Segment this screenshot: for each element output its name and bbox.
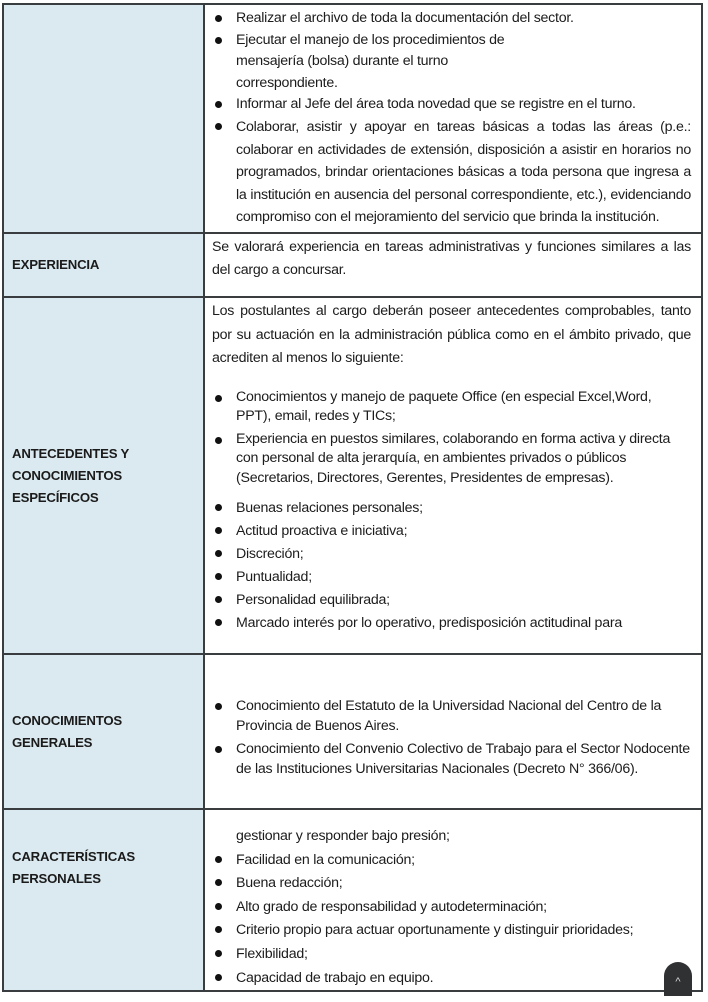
list-item: Discreción; bbox=[212, 543, 691, 566]
list-item: Flexibilidad; bbox=[212, 943, 691, 967]
list-item: Ejecutar el manejo de los procedimientos de mensajería (bolsa) durante el turno correspondiente. bbox=[212, 30, 691, 95]
bullet-icon bbox=[215, 974, 222, 981]
row-label-caracteristicas-personales: CARACTERÍSTICAS PERSONALES bbox=[3, 809, 204, 991]
list-item: Personalidad equilibrada; bbox=[212, 589, 691, 612]
bullet-icon bbox=[215, 550, 222, 557]
bullet-icon bbox=[215, 573, 222, 580]
table-row-antecedentes bbox=[3, 297, 702, 654]
row-label-experiencia: EXPERIENCIA bbox=[3, 233, 204, 297]
row-label-empty bbox=[3, 4, 204, 233]
list-item: Conocimiento del Convenio Colectivo de Trabajo para el Sector Nodocente de las Instituciones Universitarias Nacionales (Decreto N° 366/06). bbox=[212, 739, 691, 780]
bullet-icon bbox=[215, 101, 222, 108]
bullet-icon bbox=[215, 123, 222, 130]
list-item: Facilidad en la comunicación; bbox=[212, 849, 691, 873]
list-item: Conocimiento del Estatuto de la Universidad Nacional del Centro de la Provincia de Buenos Aires. bbox=[212, 696, 691, 737]
bullet-icon bbox=[215, 903, 222, 910]
experiencia-content: Se valorará experiencia en tareas administrativas y funciones similares a las del cargo a concursar. bbox=[204, 233, 702, 297]
list-item: Alto grado de responsabilidad y autodeterminación; bbox=[212, 896, 691, 920]
list-item: Buenas relaciones personales; bbox=[212, 497, 691, 520]
bullet-icon bbox=[215, 527, 222, 534]
list-item: Marcado interés por lo operativo, predisposición actitudinal para bbox=[212, 612, 691, 635]
antecedentes-list-b bbox=[212, 497, 691, 635]
bullet-icon bbox=[215, 37, 222, 44]
functions-content bbox=[204, 4, 702, 233]
antecedentes-content: Los postulantes al cargo deberán poseer antecedentes comprobables, tanto por su actuación en la administración pública como en el ámbito privado, que acrediten al menos lo siguiente: Conocimientos y manejo de paquete Office (en especial Excel,Word, PPT), email, redes y TICs; Experiencia en puestos similares, colaborando en forma activa y directa con personal de alta jerarquía, en ambientes privados o públicos (Secretarios, Directores, Gerentes, Presidentes de empresas). Buenas relaciones personales; Actitud proactiva e iniciativa; Discreción; Puntualidad; Personalidad equilibrada; Marcado interés por lo operativo, predisposición actitudinal para bbox=[204, 297, 702, 654]
scroll-up-button[interactable] bbox=[664, 962, 692, 996]
row-label-conocimientos-generales: CONOCIMIENTOS GENERALES bbox=[3, 654, 204, 809]
bullet-icon bbox=[215, 879, 222, 886]
bullet-icon bbox=[215, 619, 222, 626]
list-item: Criterio propio para actuar oportunamente y distinguir prioridades; bbox=[212, 919, 691, 943]
bullet-icon bbox=[215, 437, 222, 444]
table-row-functions bbox=[3, 4, 702, 233]
bullet-icon bbox=[215, 504, 222, 511]
list-item: Buena redacción; bbox=[212, 872, 691, 896]
caracteristicas-personales-list bbox=[212, 849, 691, 991]
bullet-icon bbox=[215, 926, 222, 933]
bullet-icon bbox=[215, 856, 222, 863]
list-item: Informar al Jefe del área toda novedad que se registre en el turno. bbox=[212, 94, 691, 116]
list-item: Realizar el archivo de toda la documentación del sector. bbox=[212, 8, 691, 30]
list-item: Colaborar, asistir y apoyar en tareas básicas a todas las áreas (p.e.: colaborar en actividades de extensión, disposición a asistir en horarios no programados, brindar orientaciones básicas a toda persona que ingresa a la institución en ausencia del personal correspondiente, etc.), evidenciando compromiso con el mejoramiento del servicio que brinda la institución. bbox=[212, 116, 691, 229]
list-item: Experiencia en puestos similares, colaborando en forma activa y directa con personal de alta jerarquía, en ambientes privados o públicos (Secretarios, Directores, Gerentes, Presidentes de empresas). bbox=[212, 430, 691, 489]
bullet-icon bbox=[215, 395, 222, 402]
conocimientos-generales-content bbox=[204, 654, 702, 809]
bullet-icon bbox=[215, 596, 222, 603]
chevron-up-icon: ^ bbox=[675, 976, 681, 988]
list-item: Actitud proactiva e iniciativa; bbox=[212, 520, 691, 543]
list-item: Puntualidad; bbox=[212, 566, 691, 589]
bullet-icon bbox=[215, 703, 222, 710]
requirements-table bbox=[2, 3, 703, 992]
list-item: Capacidad de trabajo en equipo. bbox=[212, 967, 691, 991]
list-item: Conocimientos y manejo de paquete Office (en especial Excel,Word, PPT), email, redes y TICs; bbox=[212, 388, 691, 427]
caracteristicas-personales-content: gestionar y responder bajo presión; Facilidad en la comunicación; Buena redacción; Alto grado de responsabilidad y autodeterminación; Criterio propio para actuar oportunamente y distinguir prioridades; Flexibilidad; Capacidad de trabajo en equipo. bbox=[204, 809, 702, 991]
table-row-experiencia bbox=[3, 233, 702, 297]
table-row-conocimientos-generales bbox=[3, 654, 702, 809]
conocimientos-generales-list bbox=[212, 684, 691, 780]
row-label-antecedentes: ANTECEDENTES Y CONOCIMIENTOS ESPECÍFICOS bbox=[3, 297, 204, 654]
table-row-caracteristicas-personales bbox=[3, 809, 702, 991]
bullet-icon bbox=[215, 950, 222, 957]
functions-list bbox=[212, 8, 691, 229]
bullet-icon bbox=[215, 15, 222, 22]
bullet-icon bbox=[215, 746, 222, 753]
antecedentes-list-a bbox=[212, 388, 691, 489]
